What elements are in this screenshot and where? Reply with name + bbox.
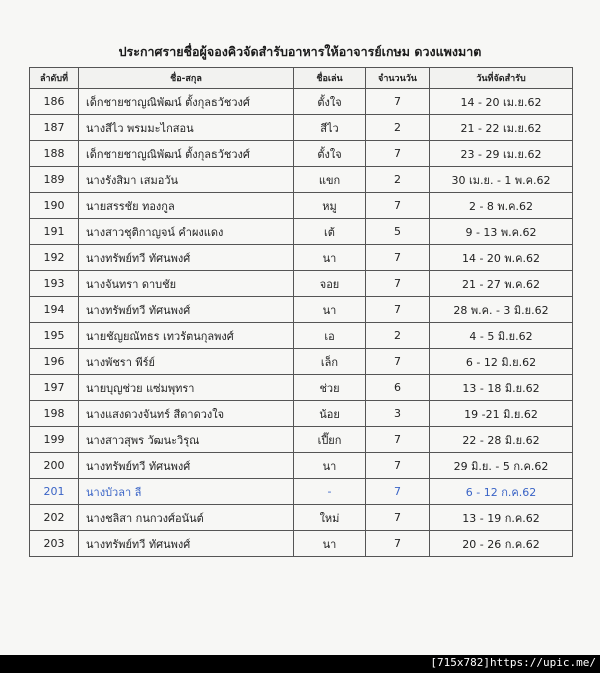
- cell-name: นางจันทรา ดาบชัย: [79, 271, 294, 297]
- cell-no: 202: [30, 505, 79, 531]
- cell-nickname: แขก: [294, 167, 366, 193]
- cell-no: 191: [30, 219, 79, 245]
- cell-name: นางชลิสา กนกวงศ์อนันต์: [79, 505, 294, 531]
- table-row: [30, 193, 573, 219]
- cell-days: 7: [366, 427, 430, 453]
- cell-name: นายบุญช่วย แซ่มพุทรา: [79, 375, 294, 401]
- cell-name: นางบัวลา ลี: [79, 479, 294, 505]
- document-title: ประกาศรายชื่อผู้จองคิวจัดสำรับอาหารให้อาจารย์เกษม ดวงแพงมาต: [118, 44, 482, 59]
- table-row: [30, 323, 573, 349]
- cell-no: 197: [30, 375, 79, 401]
- cell-dates: 19 -21 มิ.ย.62: [430, 401, 573, 427]
- header-nickname: ชื่อเล่น: [294, 68, 366, 89]
- table-row: [30, 349, 573, 375]
- cell-dates: 4 - 5 มิ.ย.62: [430, 323, 573, 349]
- cell-nickname: น้อย: [294, 401, 366, 427]
- cell-days: 3: [366, 401, 430, 427]
- cell-nickname: เล็ก: [294, 349, 366, 375]
- table-row: [30, 479, 573, 505]
- cell-name: นางรังสิมา เสมอวัน: [79, 167, 294, 193]
- cell-nickname: ช่วย: [294, 375, 366, 401]
- cell-days: 7: [366, 453, 430, 479]
- cell-dates: 21 - 22 เม.ย.62: [430, 115, 573, 141]
- table-row: [30, 375, 573, 401]
- table-row: [30, 141, 573, 167]
- cell-dates: 14 - 20 พ.ค.62: [430, 245, 573, 271]
- cell-name: นางสาวชุติกาญจน์ คำผงแดง: [79, 219, 294, 245]
- cell-nickname: -: [294, 479, 366, 505]
- cell-nickname: นา: [294, 531, 366, 557]
- table-row: [30, 505, 573, 531]
- cell-nickname: ใหม่: [294, 505, 366, 531]
- table-row: [30, 531, 573, 557]
- cell-days: 5: [366, 219, 430, 245]
- cell-name: นายสรรชัย ทองกูล: [79, 193, 294, 219]
- table-row: [30, 271, 573, 297]
- cell-name: นางทรัพย์ทวี ทัศนพงศ์: [79, 245, 294, 271]
- cell-no: 200: [30, 453, 79, 479]
- cell-nickname: ตั้งใจ: [294, 89, 366, 115]
- cell-dates: 13 - 19 ก.ค.62: [430, 505, 573, 531]
- cell-days: 2: [366, 323, 430, 349]
- image-host-footer: [0, 655, 600, 673]
- cell-name: นายชัญยณัทธร เทวรัตนกุลพงศ์: [79, 323, 294, 349]
- cell-dates: 30 เม.ย. - 1 พ.ค.62: [430, 167, 573, 193]
- cell-no: 189: [30, 167, 79, 193]
- cell-no: 203: [30, 531, 79, 557]
- cell-name: นางทรัพย์ทวี ทัศนพงศ์: [79, 531, 294, 557]
- cell-no: 186: [30, 89, 79, 115]
- table-row: [30, 427, 573, 453]
- header-name: ชื่อ-สกุล: [79, 68, 294, 89]
- cell-no: 194: [30, 297, 79, 323]
- table-row: [30, 89, 573, 115]
- cell-nickname: เอ: [294, 323, 366, 349]
- cell-nickname: เปี๊ยก: [294, 427, 366, 453]
- cell-no: 192: [30, 245, 79, 271]
- cell-nickname: นา: [294, 297, 366, 323]
- cell-no: 188: [30, 141, 79, 167]
- cell-nickname: นา: [294, 245, 366, 271]
- table-row: [30, 297, 573, 323]
- cell-nickname: เต้: [294, 219, 366, 245]
- footer-watermark: [715x782]https://upic.me/: [430, 656, 596, 669]
- cell-dates: 6 - 12 มิ.ย.62: [430, 349, 573, 375]
- cell-dates: 21 - 27 พ.ค.62: [430, 271, 573, 297]
- cell-name: นางพัชรา พีร์ย์: [79, 349, 294, 375]
- cell-no: 193: [30, 271, 79, 297]
- table-row: [30, 219, 573, 245]
- cell-dates: 22 - 28 มิ.ย.62: [430, 427, 573, 453]
- cell-no: 190: [30, 193, 79, 219]
- cell-nickname: ตั้งใจ: [294, 141, 366, 167]
- table-row: [30, 115, 573, 141]
- cell-dates: 9 - 13 พ.ค.62: [430, 219, 573, 245]
- cell-no: 195: [30, 323, 79, 349]
- header-days: จำนวนวัน: [366, 68, 430, 89]
- cell-days: 2: [366, 115, 430, 141]
- cell-dates: 23 - 29 เม.ย.62: [430, 141, 573, 167]
- cell-no: 198: [30, 401, 79, 427]
- cell-nickname: สีไว: [294, 115, 366, 141]
- cell-days: 2: [366, 167, 430, 193]
- cell-days: 6: [366, 375, 430, 401]
- cell-name: เด็กชายชาญณิพัฒน์ ตั้งกุลธวัชวงศ์: [79, 89, 294, 115]
- cell-days: 7: [366, 349, 430, 375]
- cell-dates: 14 - 20 เม.ย.62: [430, 89, 573, 115]
- cell-name: นางทรัพย์ทวี ทัศนพงศ์: [79, 453, 294, 479]
- table-header-row: [30, 68, 573, 89]
- header-dates: วันที่จัดสำรับ: [430, 68, 573, 89]
- cell-days: 7: [366, 271, 430, 297]
- cell-days: 7: [366, 479, 430, 505]
- cell-days: 7: [366, 531, 430, 557]
- cell-days: 7: [366, 89, 430, 115]
- cell-dates: 13 - 18 มิ.ย.62: [430, 375, 573, 401]
- header-no: ลำดับที่: [30, 68, 79, 89]
- cell-name: นางสีไว พรมมะไกสอน: [79, 115, 294, 141]
- cell-name: เด็กชายชาญณิพัฒน์ ตั้งกุลธวัชวงศ์: [79, 141, 294, 167]
- cell-days: 7: [366, 245, 430, 271]
- cell-nickname: นา: [294, 453, 366, 479]
- cell-name: นางแสงดวงจันทร์ สีดาดวงใจ: [79, 401, 294, 427]
- roster-table: [29, 67, 573, 557]
- cell-no: 201: [30, 479, 79, 505]
- cell-dates: 28 พ.ค. - 3 มิ.ย.62: [430, 297, 573, 323]
- cell-name: นางทรัพย์ทวี ทัศนพงศ์: [79, 297, 294, 323]
- table-row: [30, 245, 573, 271]
- cell-days: 7: [366, 141, 430, 167]
- cell-dates: 6 - 12 ก.ค.62: [430, 479, 573, 505]
- cell-name: นางสาวสุพร วัฒนะวิรุณ: [79, 427, 294, 453]
- cell-nickname: จอย: [294, 271, 366, 297]
- cell-dates: 29 มิ.ย. - 5 ก.ค.62: [430, 453, 573, 479]
- cell-dates: 2 - 8 พ.ค.62: [430, 193, 573, 219]
- table-row: [30, 167, 573, 193]
- table-body: [30, 89, 573, 557]
- cell-days: 7: [366, 505, 430, 531]
- cell-days: 7: [366, 297, 430, 323]
- cell-nickname: หมู: [294, 193, 366, 219]
- cell-no: 196: [30, 349, 79, 375]
- cell-days: 7: [366, 193, 430, 219]
- cell-no: 199: [30, 427, 79, 453]
- cell-no: 187: [30, 115, 79, 141]
- cell-dates: 20 - 26 ก.ค.62: [430, 531, 573, 557]
- table-row: [30, 401, 573, 427]
- table-row: [30, 453, 573, 479]
